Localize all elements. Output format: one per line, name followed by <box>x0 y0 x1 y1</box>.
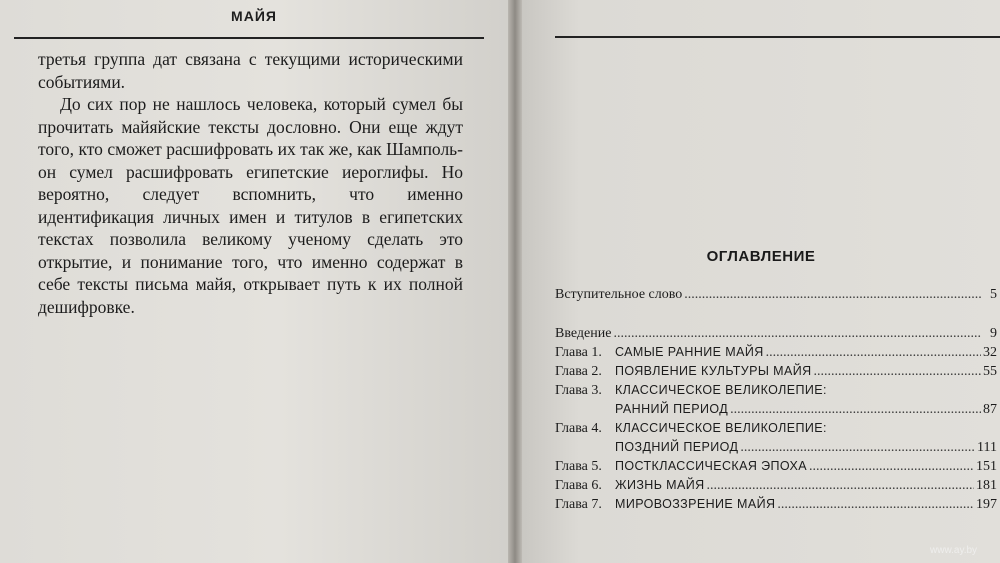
chapter-label: Глава 1. <box>555 345 602 360</box>
body-text <box>38 48 463 318</box>
book-spine <box>508 0 522 563</box>
watermark: www.ay.by <box>930 545 978 556</box>
leader-dots <box>777 497 974 513</box>
leader-dots <box>707 478 974 494</box>
chapter-label: Глава 6. <box>555 478 602 493</box>
toc-page-number: 181 <box>976 478 997 493</box>
leader-dots <box>814 364 981 380</box>
toc-title: ОГЛАВЛЕНИЕ <box>706 248 816 265</box>
header-rule <box>555 36 1000 38</box>
toc-entry-continuation <box>555 440 997 459</box>
toc-entry <box>555 497 997 516</box>
toc-entry <box>555 383 997 402</box>
toc-entry-title: КЛАССИЧЕСКОЕ ВЕЛИКОЛЕПИЕ: <box>615 421 827 435</box>
toc-page-number: 32 <box>983 345 997 360</box>
chapter-label: Глава 5. <box>555 459 602 474</box>
toc-entry-title: Вступительное слово <box>555 287 683 302</box>
toc-page-number: 111 <box>977 440 997 455</box>
toc-entry <box>555 345 997 364</box>
toc-page-number: 197 <box>976 497 997 512</box>
toc-entry-title: ПОЯВЛЕНИЕ КУЛЬТУРЫ МАЙЯ <box>615 364 812 378</box>
toc-entry <box>555 326 997 345</box>
leader-dots <box>766 345 981 361</box>
paragraph-2: До сих пор не нашлось человека, который сумел бы прочитать майяйские тексты дословно. Они еще ждут того, кто сможет расшифровать их так же, как Шампольон сумел расшифровать египетские иероглифы. Но вероятно, следует вспомнить, что именно идентификация личных имен и титулов в египетских текстах позволила великому ученому сделать это открытие, и понимание того, что именно содержат в себе тексты письма майя, открывает путь к их полной дешифровке. <box>38 94 463 317</box>
toc-entry-subtitle: РАННИЙ ПЕРИОД <box>615 402 729 416</box>
paragraph-1: третья группа дат связана с текущими историческими событиями. <box>38 49 463 92</box>
leader-dots <box>613 326 981 342</box>
leader-dots <box>809 459 974 475</box>
toc-entry-title: МИРОВОЗЗРЕНИЕ МАЙЯ <box>615 497 776 511</box>
chapter-label: Глава 4. <box>555 421 602 436</box>
toc-entry <box>555 364 997 383</box>
toc-entry-title: Введение <box>555 326 612 341</box>
toc-entry <box>555 421 997 440</box>
toc-page-number: 151 <box>976 459 997 474</box>
toc-entry-subtitle: ПОЗДНИЙ ПЕРИОД <box>615 440 739 454</box>
leader-dots <box>684 287 981 303</box>
chapter-label: Глава 3. <box>555 383 602 398</box>
right-page <box>522 0 1000 563</box>
header-rule <box>14 37 484 39</box>
toc-page-number: 9 <box>990 326 997 341</box>
toc-entry-title: САМЫЕ РАННИЕ МАЙЯ <box>615 345 764 359</box>
toc-entry <box>555 478 997 497</box>
toc-entry-title: ЖИЗНЬ МАЙЯ <box>615 478 705 492</box>
toc-entry-continuation <box>555 402 997 421</box>
toc-entry <box>555 459 997 478</box>
chapter-label: Глава 7. <box>555 497 602 512</box>
toc-entry-title: КЛАССИЧЕСКОЕ ВЕЛИКОЛЕПИЕ: <box>615 383 827 397</box>
toc-page-number: 55 <box>983 364 997 379</box>
toc-entry-title: ПОСТКЛАССИЧЕСКАЯ ЭПОХА <box>615 459 807 473</box>
toc-page-number: 5 <box>990 287 997 302</box>
chapter-label: Глава 2. <box>555 364 602 379</box>
toc-entry <box>555 287 997 306</box>
running-head: МАЙЯ <box>231 8 277 24</box>
leader-dots <box>730 402 981 418</box>
toc-page-number: 87 <box>983 402 997 417</box>
leader-dots <box>740 440 975 456</box>
table-of-contents <box>555 287 997 516</box>
